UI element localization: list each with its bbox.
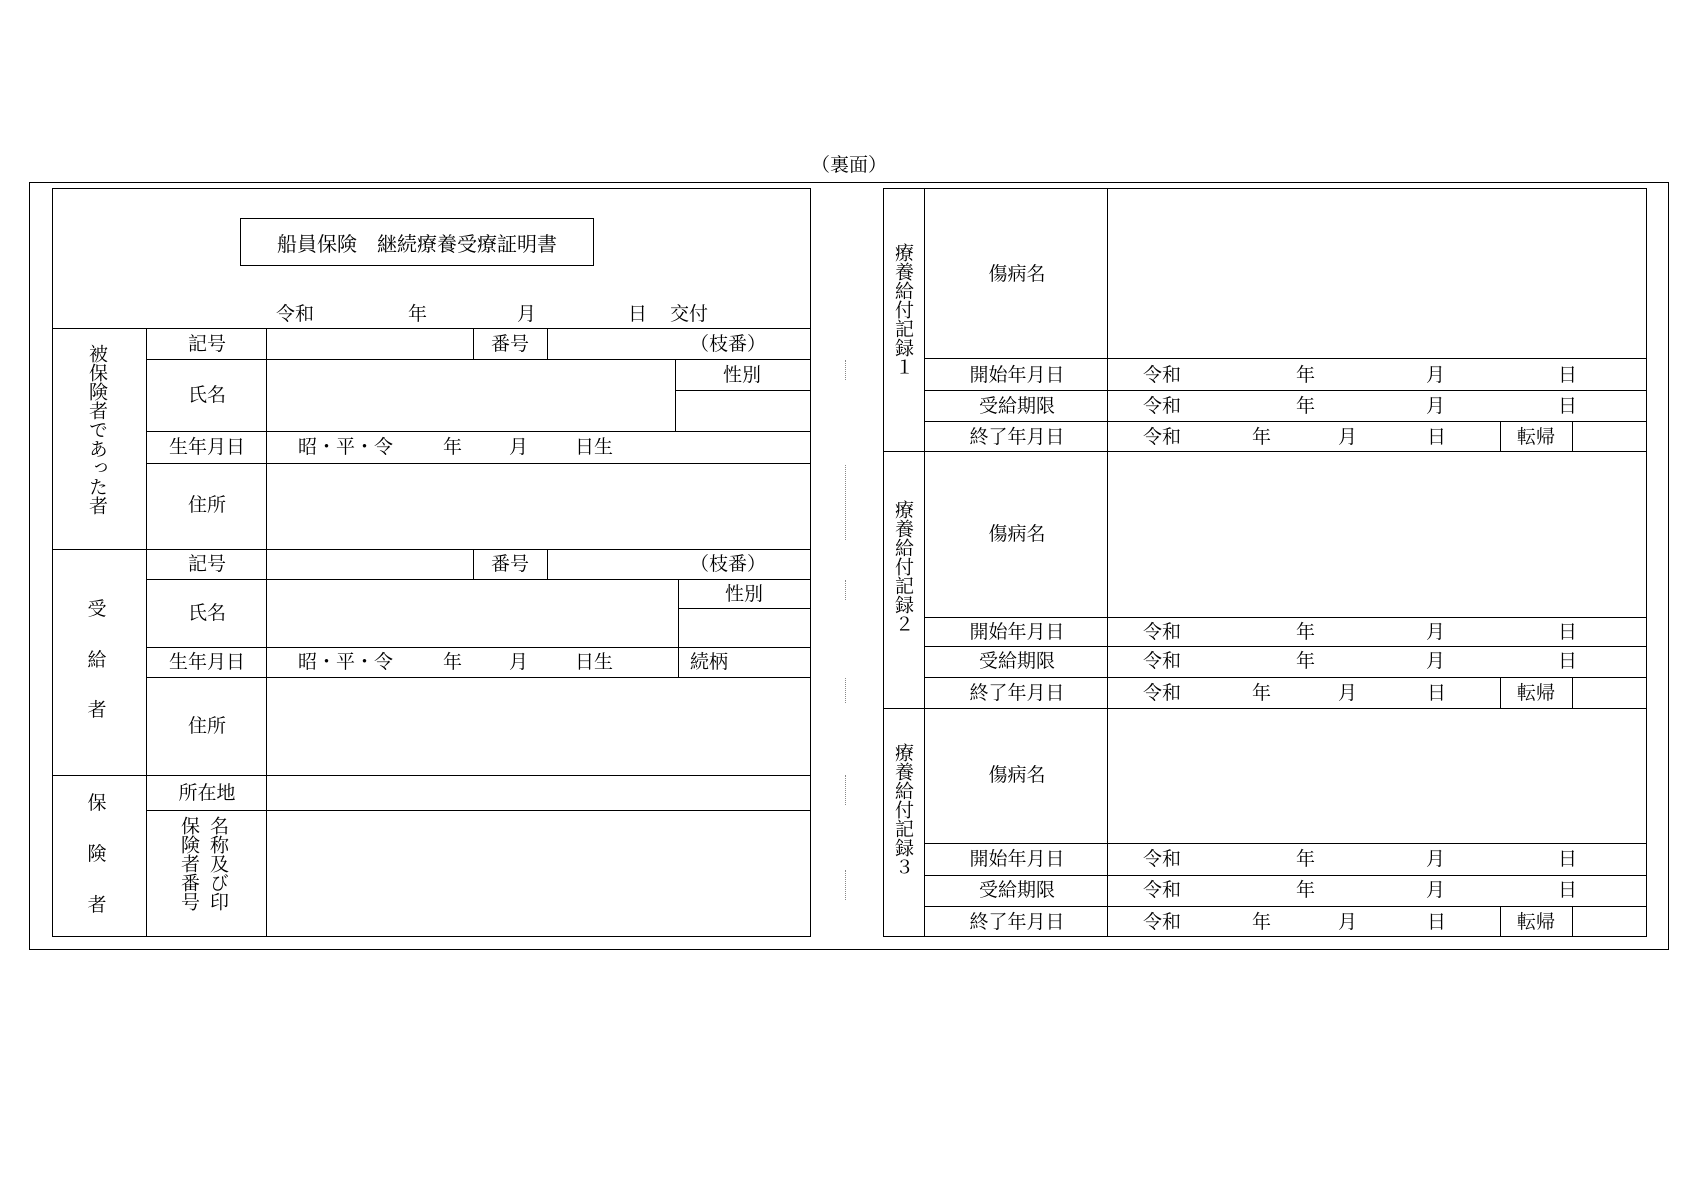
grid-line [547,328,548,359]
grid-line [1107,188,1108,937]
record-2-end-year: 年 [1252,682,1272,704]
grid-line [52,775,811,776]
grid-line [146,579,811,580]
grid-line [1572,421,1573,451]
grid-line [146,677,811,678]
record-2-end-month: 月 [1338,682,1358,704]
record-2-outcome-label: 転帰 [1517,682,1556,704]
insured-sex-label: 性別 [723,364,762,386]
record-1-period-month: 月 [1426,395,1446,417]
grid-line [146,647,811,648]
recipient-birth-day: 日生 [575,651,614,673]
recipient-branch-label: （枝番） [690,553,767,575]
recipient-birth-eras: 昭・平・令 [298,651,394,673]
fold-mark [845,465,846,540]
record-1-end-month: 月 [1338,426,1358,448]
insured-address-label: 住所 [187,494,227,516]
insured-birth-year: 年 [443,436,463,458]
issue-month: 月 [517,303,537,325]
grid-line [146,328,147,937]
record-1-outcome-label: 転帰 [1517,426,1556,448]
insured-birth-day: 日生 [575,436,614,458]
record-1-period-day: 日 [1558,395,1578,417]
record-1-end-era: 令和 [1143,426,1182,448]
insured-birth-month: 月 [509,436,529,458]
record-1-start-year: 年 [1296,364,1316,386]
record-2-period-era: 令和 [1143,650,1182,672]
record-3-end-day: 日 [1427,911,1447,933]
grid-line [1500,677,1501,708]
insured-number-label: 番号 [490,333,530,355]
fold-mark [845,775,846,805]
issue-era: 令和 [276,303,315,325]
fold-mark [845,580,846,600]
grid-line [1500,906,1501,937]
recipient-birth-month: 月 [509,651,529,673]
record-2-end-day: 日 [1427,682,1447,704]
insured-birth-eras: 昭・平・令 [298,436,394,458]
grid-line [924,677,1647,678]
record-3-period-era: 令和 [1143,879,1182,901]
insurer-label-char-3: 者 [87,894,107,916]
grid-line [146,431,811,432]
record-3-end-label: 終了年月日 [969,911,1065,933]
record-2-start-label: 開始年月日 [969,621,1065,643]
grid-line [266,328,267,937]
record-3-period-month: 月 [1426,879,1446,901]
page-side-label: （裏面） [810,154,888,176]
right-panel [883,188,1647,937]
grid-line [52,328,811,329]
recipient-label-char-2: 給 [87,649,107,671]
record-3-start-era: 令和 [1143,848,1182,870]
record-1-start-month: 月 [1426,364,1446,386]
record-3-start-day: 日 [1558,848,1578,870]
insurer-label-char-1: 保 [87,792,107,814]
record-2-start-year: 年 [1296,621,1316,643]
record-2-start-era: 令和 [1143,621,1182,643]
fold-mark [845,870,846,900]
fold-mark [845,678,846,703]
record-3-label: 療養給付記録３ [892,743,914,876]
grid-line [924,358,1647,359]
record-1-period-era: 令和 [1143,395,1182,417]
recipient-number-label: 番号 [490,553,530,575]
recipient-label-char-3: 者 [87,699,107,721]
insured-symbol-label: 記号 [187,333,227,355]
recipient-relation-label: 続柄 [690,651,729,673]
recipient-birth-label: 生年月日 [168,651,246,673]
grid-line [547,549,548,579]
record-2-period-month: 月 [1426,650,1446,672]
record-2-period-year: 年 [1296,650,1316,672]
grid-line [678,579,679,677]
issue-suffix: 交付 [670,303,709,325]
grid-line [146,359,811,360]
issue-day: 日 [628,303,648,325]
record-3-end-year: 年 [1252,911,1272,933]
record-1-end-day: 日 [1427,426,1447,448]
grid-line [924,843,1647,844]
record-2-period-label: 受給期限 [978,650,1056,672]
grid-line [1572,677,1573,708]
insured-branch-label: （枝番） [690,333,767,355]
record-3-period-year: 年 [1296,879,1316,901]
record-1-label: 療養給付記録１ [892,243,914,376]
recipient-label-char-1: 受 [87,598,107,620]
insured-section-label: 被保険者であった者 [86,344,108,515]
grid-line [675,359,676,431]
record-3-start-year: 年 [1296,848,1316,870]
record-2-period-day: 日 [1558,650,1578,672]
record-3-start-label: 開始年月日 [969,848,1065,870]
grid-line [473,328,474,359]
record-2-end-label: 終了年月日 [969,682,1065,704]
insurer-location-label: 所在地 [178,782,236,804]
recipient-name-label: 氏名 [187,602,227,624]
record-2-start-month: 月 [1426,621,1446,643]
grid-line [675,390,811,391]
grid-line [883,451,1647,452]
record-3-end-month: 月 [1338,911,1358,933]
record-1-period-year: 年 [1296,395,1316,417]
record-3-end-era: 令和 [1143,911,1182,933]
record-3-disease-label: 傷病名 [988,764,1046,786]
record-2-disease-label: 傷病名 [988,523,1046,545]
record-1-start-day: 日 [1558,364,1578,386]
record-3-period-label: 受給期限 [978,879,1056,901]
grid-line [924,906,1647,907]
insured-name-label: 氏名 [187,384,227,406]
recipient-sex-label: 性別 [725,583,764,605]
record-2-label: 療養給付記録２ [892,500,914,633]
record-3-start-month: 月 [1426,848,1446,870]
insured-birth-label: 生年月日 [168,436,246,458]
grid-line [146,810,811,811]
fold-mark [845,360,846,380]
recipient-symbol-label: 記号 [187,553,227,575]
record-1-disease-label: 傷病名 [988,263,1046,285]
grid-line [924,646,1647,647]
record-3-outcome-label: 転帰 [1517,911,1556,933]
grid-line [1572,906,1573,937]
grid-line [678,608,811,609]
record-2-end-era: 令和 [1143,682,1182,704]
insurer-label-char-2: 険 [87,843,107,865]
grid-line [52,549,811,550]
grid-line [924,617,1647,618]
record-1-start-label: 開始年月日 [969,364,1065,386]
insurer-number-label: 保険者番号 [178,816,200,911]
grid-line [924,875,1647,876]
record-1-end-year: 年 [1252,426,1272,448]
grid-line [924,421,1647,422]
issue-year: 年 [408,303,428,325]
grid-line [924,390,1647,391]
grid-line [146,463,811,464]
grid-line [883,708,1647,709]
record-2-start-day: 日 [1558,621,1578,643]
form-title: 船員保険 継続療養受療証明書 [240,218,594,266]
record-1-start-era: 令和 [1143,364,1182,386]
grid-line [924,188,925,937]
recipient-birth-year: 年 [443,651,463,673]
record-1-period-label: 受給期限 [978,395,1056,417]
grid-line [473,549,474,579]
recipient-address-label: 住所 [187,715,227,737]
record-3-period-day: 日 [1558,879,1578,901]
record-1-end-label: 終了年月日 [969,426,1065,448]
insurer-name-seal-label: 名称及び印 [207,816,229,911]
grid-line [1500,421,1501,451]
